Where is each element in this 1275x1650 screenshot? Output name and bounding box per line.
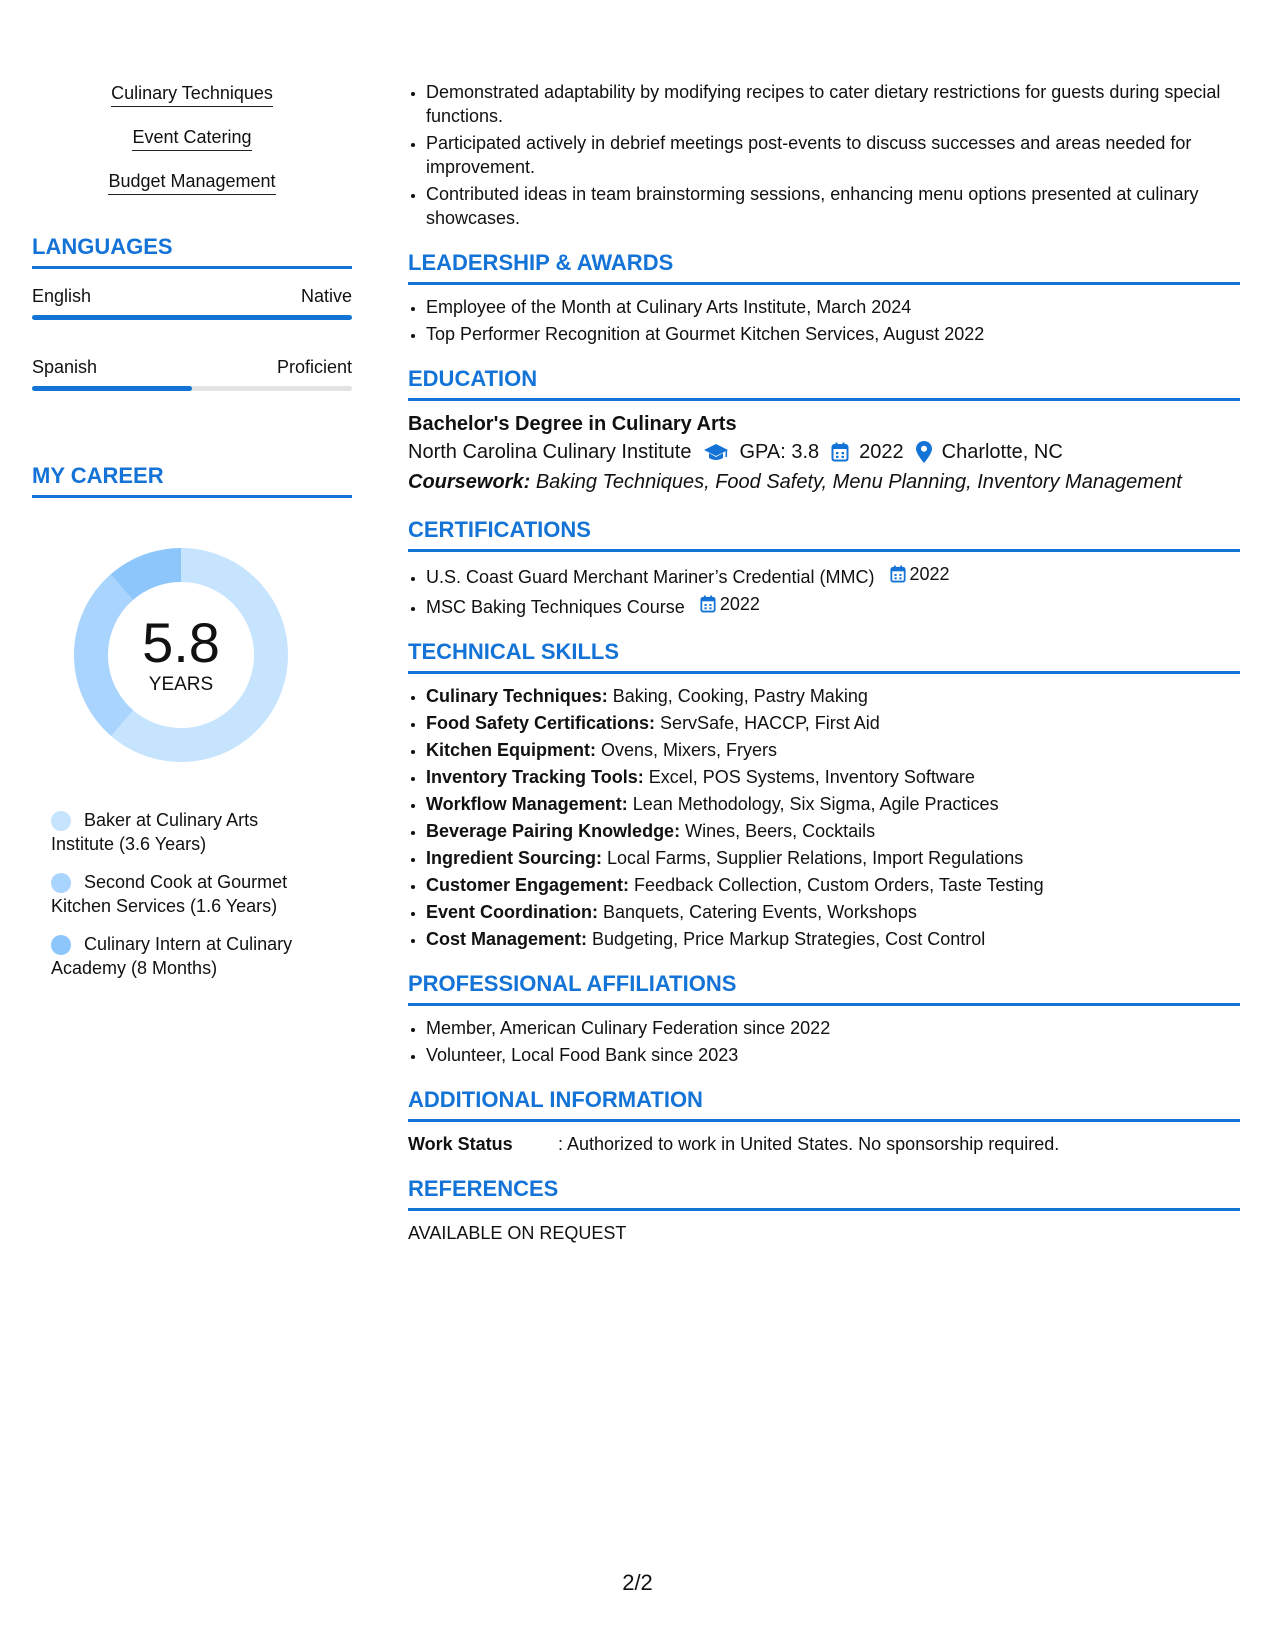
certification-name: MSC Baking Techniques Course (426, 597, 685, 617)
coursework-value: Baking Techniques, Food Safety, Menu Planning, Inventory Management (535, 471, 1182, 493)
education-gpa: GPA: 3.8 (739, 441, 820, 463)
career-legend-item: Culinary Intern at Culinary Academy (8 Months) (51, 934, 293, 978)
certification-year: 2022 (719, 594, 760, 614)
references-text: AVAILABLE ON REQUEST (408, 1223, 627, 1243)
certifications-title: CERTIFICATIONS (408, 517, 1240, 552)
certification-year: 2022 (909, 564, 950, 584)
education-coursework (408, 467, 1240, 497)
references-title: REFERENCES (408, 1176, 1240, 1211)
education-details (408, 437, 1240, 467)
language-name: Spanish (32, 357, 98, 377)
technical-skill-item (426, 846, 1240, 870)
list-item: • Top Performer Recognition at Gourmet Kitchen Services, August 2022 (426, 322, 1240, 346)
additional-info-title: ADDITIONAL INFORMATION (408, 1087, 1240, 1122)
career-legend-item: Baker at Culinary Arts Institute (3.6 Years) (51, 810, 259, 854)
skill-tags (32, 82, 352, 214)
list-item: • Employee of the Month at Culinary Arts Institute, March 2024 (426, 295, 1240, 319)
education-title: EDUCATION (408, 366, 1240, 401)
graduation-cap-icon (703, 442, 729, 462)
technical-skill-item (426, 873, 1240, 897)
career-total-unit: YEARS (148, 674, 214, 695)
technical-skill-value: Ovens, Mixers, Fryers (601, 740, 778, 760)
education-degree: Bachelor's Degree in Culinary Arts (408, 413, 737, 435)
page-number: 2/2 (622, 1570, 653, 1595)
skill-tag: Event Catering (132, 126, 251, 151)
legend-dot-icon (51, 811, 71, 831)
experience-bullets (408, 80, 1240, 230)
technical-skill-item (426, 711, 1240, 735)
technical-skill-value: Feedback Collection, Custom Orders, Taste Testing (634, 875, 1044, 895)
technical-skill-label: Workflow Management: (426, 794, 628, 814)
work-status-value: : Authorized to work in United States. No sponsorship required. (558, 1134, 1060, 1154)
education-location: Charlotte, NC (941, 441, 1063, 463)
technical-skill-value: Budgeting, Price Markup Strategies, Cost Control (592, 929, 986, 949)
main-content (408, 80, 1240, 1245)
list-item: • Member, American Culinary Federation since 2022 (426, 1016, 1240, 1040)
location-pin-icon (916, 441, 932, 463)
coursework-label: Coursework: (408, 471, 531, 493)
language-level: Native (300, 286, 352, 306)
technical-skills-list (408, 684, 1240, 951)
technical-skill-value: Baking, Cooking, Pastry Making (612, 686, 868, 706)
list-item (426, 562, 1240, 589)
technical-skill-item (426, 927, 1240, 951)
language-level: Proficient (276, 357, 352, 377)
technical-skills-title: TECHNICAL SKILLS (408, 639, 1240, 674)
skill-tag: Culinary Techniques (111, 82, 273, 107)
legend-dot-icon (51, 935, 71, 955)
technical-skill-label: Event Coordination: (426, 902, 598, 922)
sidebar (32, 82, 352, 994)
leadership-list (408, 295, 1240, 346)
language-bar (32, 315, 352, 320)
skill-tag: Budget Management (108, 170, 275, 195)
language-english (32, 285, 352, 320)
technical-skill-label: Food Safety Certifications: (426, 713, 656, 733)
calendar-icon (700, 595, 716, 613)
career-donut-chart (66, 540, 296, 770)
affiliations-title: PROFESSIONAL AFFILIATIONS (408, 971, 1240, 1006)
work-status-label: Work Status (408, 1134, 513, 1154)
work-status-row (408, 1132, 1240, 1156)
technical-skill-label: Kitchen Equipment: (426, 740, 596, 760)
languages-title: LANGUAGES (32, 234, 352, 269)
affiliations-list (408, 1016, 1240, 1067)
certifications-list (408, 562, 1240, 619)
technical-skill-label: Beverage Pairing Knowledge: (426, 821, 681, 841)
list-item: • Contributed ideas in team brainstorming sessions, enhancing menu options presented at culinary showcases. (426, 182, 1240, 230)
education-year: 2022 (859, 441, 904, 463)
technical-skill-value: Local Farms, Supplier Relations, Import Regulations (607, 848, 1024, 868)
calendar-icon (831, 442, 849, 462)
language-bar-fill (32, 386, 192, 391)
technical-skill-value: Banquets, Catering Events, Workshops (603, 902, 917, 922)
technical-skill-item (426, 819, 1240, 843)
technical-skill-item (426, 765, 1240, 789)
technical-skill-value: Excel, POS Systems, Inventory Software (648, 767, 975, 787)
career-legend (32, 808, 321, 980)
technical-skill-item (426, 900, 1240, 924)
technical-skill-item (426, 684, 1240, 708)
career-legend-item: Second Cook at Gourmet Kitchen Services (1.6 Years) (51, 872, 288, 916)
language-spanish (32, 356, 352, 391)
legend-dot-icon (51, 873, 71, 893)
technical-skill-label: Culinary Techniques: (426, 686, 608, 706)
education-school: North Carolina Culinary Institute (408, 441, 692, 463)
technical-skill-value: Lean Methodology, Six Sigma, Agile Practices (632, 794, 999, 814)
career-title: MY CAREER (32, 463, 352, 498)
career-total-years: 5.8 (142, 611, 220, 674)
technical-skill-item (426, 792, 1240, 816)
language-name: English (32, 286, 92, 306)
technical-skill-label: Inventory Tracking Tools: (426, 767, 644, 787)
technical-skill-label: Cost Management: (426, 929, 588, 949)
list-item: • Volunteer, Local Food Bank since 2023 (426, 1043, 1240, 1067)
list-item: • Participated actively in debrief meetings post-events to discuss successes and areas needed for improvement. (426, 131, 1240, 179)
technical-skill-value: Wines, Beers, Cocktails (685, 821, 876, 841)
technical-skill-item (426, 738, 1240, 762)
technical-skill-value: ServSafe, HACCP, First Aid (660, 713, 880, 733)
calendar-icon (890, 565, 906, 583)
language-bar-fill (32, 315, 352, 320)
list-item: • Demonstrated adaptability by modifying recipes to cater dietary restrictions for guests during special functions. (426, 80, 1240, 128)
leadership-title: LEADERSHIP & AWARDS (408, 250, 1240, 285)
technical-skill-label: Ingredient Sourcing: (426, 848, 603, 868)
language-bar (32, 386, 352, 391)
technical-skill-label: Customer Engagement: (426, 875, 630, 895)
certification-name: U.S. Coast Guard Merchant Mariner’s Credential (MMC) (426, 567, 875, 587)
list-item (426, 592, 1240, 619)
